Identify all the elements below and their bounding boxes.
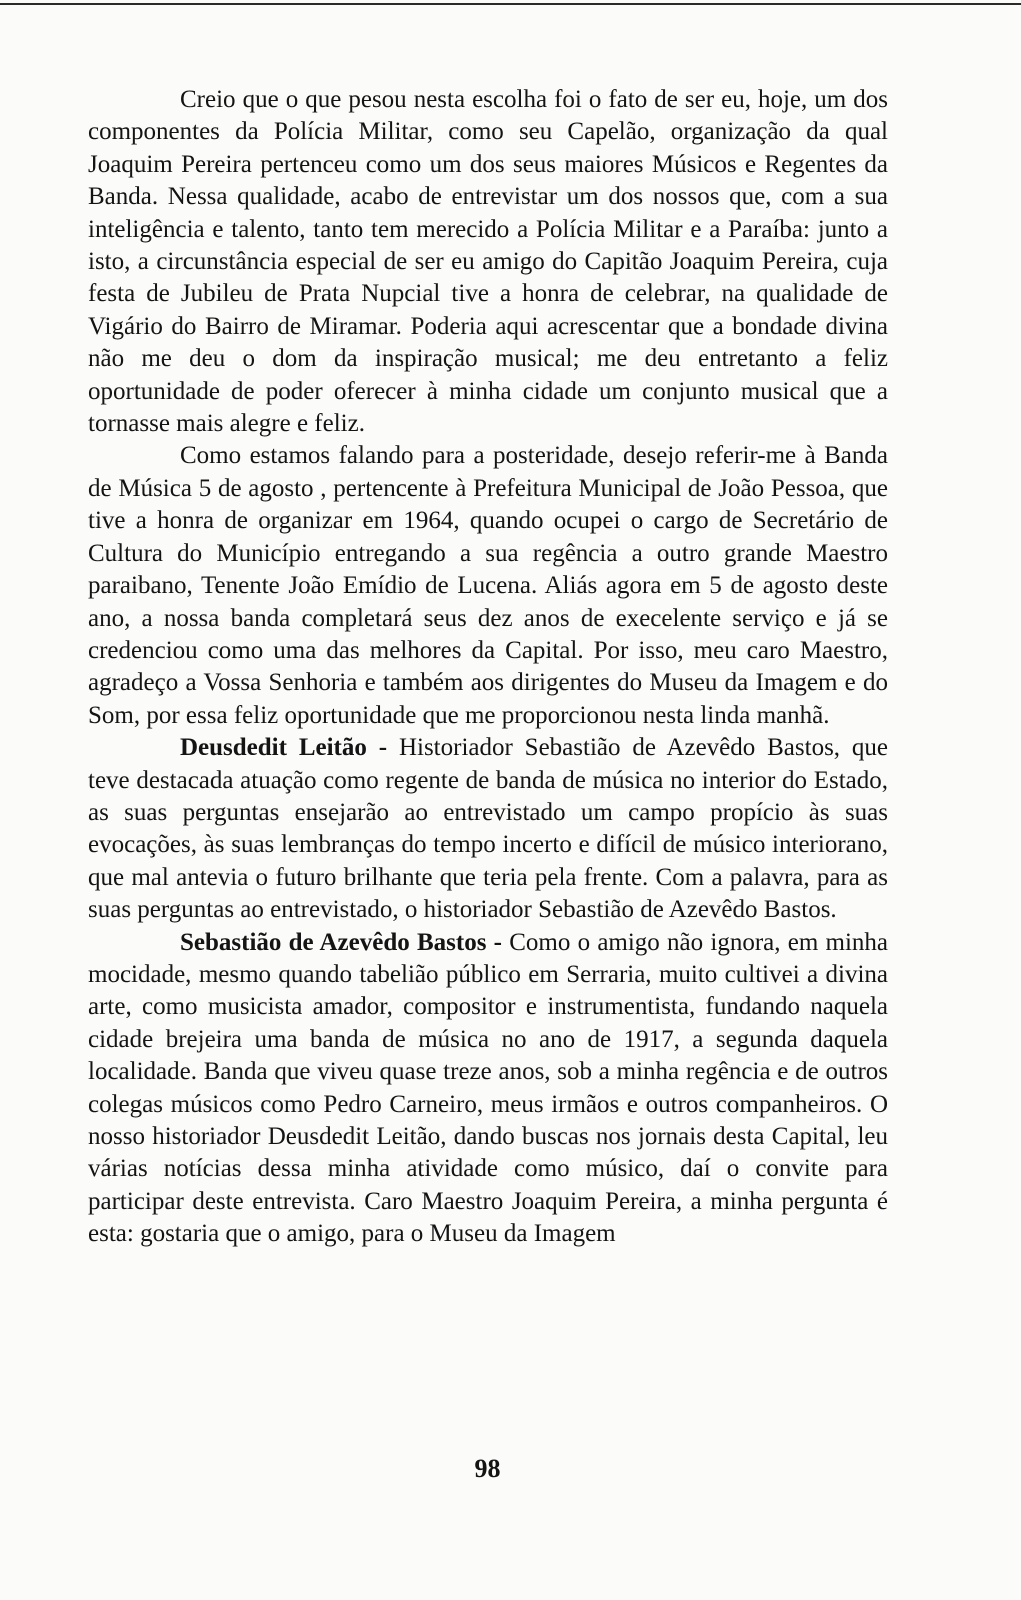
paragraph-1 xyxy=(88,84,888,440)
speaker-sebastiao-bastos: Sebastião de Azevêdo Bastos - xyxy=(180,928,502,956)
top-border-line xyxy=(0,3,1021,5)
paragraph-2 xyxy=(88,440,888,732)
paragraph-3-text: Historiador Sebastião de Azevêdo Bastos, que teve destacada atuação como regente de banda de música no interior do Estado, as suas perguntas ensejarão ao entrevistado um campo propício às suas evocações, às suas lembranças do tempo incerto e difícil de músico interiorano, que mal antevia o futuro brilhante que teria pela frente. Com a palavra, para as suas perguntas ao entrevistado, o historiador Sebastião de Azevêdo Bastos. xyxy=(88,734,889,924)
page-number: 98 xyxy=(474,1454,501,1483)
paragraph-4 xyxy=(88,927,888,1251)
speaker-deusdedit-leitao: Deusdedit Leitão - xyxy=(180,734,388,762)
paragraph-2-text: Como estamos falando para a posteridade, desejo referir-me à Banda de Música 5 de agosto , pertencente à Prefeitura Municipal de João Pessoa, que tive a honra de organizar em 1964, quando ocupei o cargo de Secretário de Cultura do Município entregando a sua regência a outro grande Maestro paraibano, Tenente João Emídio de Lucena. Aliás agora em 5 de agosto deste ano, a nossa banda completará seus dez anos de execelente serviço e já se credenciou como uma das melhores da Capital. Por isso, meu caro Maestro, agradeço a Vossa Senhoria e também aos dirigentes do Museu da Imagem e do Som, por essa feliz oportunidade que me proporcionou nesta linda manhã. xyxy=(88,442,888,729)
paragraph-3 xyxy=(88,732,888,926)
page-body xyxy=(88,84,888,1251)
paragraph-1-text: Creio que o que pesou nesta escolha foi o fato de ser eu, hoje, um dos componentes da Polícia Militar, como seu Capelão, organização da qual Joaquim Pereira pertenceu como um dos seus maiores Músicos e Regentes da Banda. Nessa qualidade, acabo de entrevistar um dos nossos que, com a sua inteligência e talento, tanto tem merecido a Polícia Militar e a Paraíba: junto a isto, a circunstância especial de ser eu amigo do Capitão Joaquim Pereira, cuja festa de Jubileu de Prata Nupcial tive a honra de celebrar, na qualidade de Vigário do Bairro de Miramar. Poderia aqui acrescentar que a bondade divina não me deu o dom da inspiração musical; me deu entretanto a feliz oportunidade de poder oferecer à minha cidade um conjunto musical que a tornasse mais alegre e feliz. xyxy=(88,86,888,438)
paragraph-4-text: Como o amigo não ignora, em minha mocidade, mesmo quando tabelião público em Serraria, muito cultivei a divina arte, como musicista amador, compositor e instrumentista, fundando naquela cidade brejeira uma banda de música no ano de 1917, a segunda daquela localidade. Banda que viveu quase treze anos, sob a minha regência e de outros colegas músicos como Pedro Carneiro, meus irmãos e outros companheiros. O nosso historiador Deusdedit Leitão, dando buscas nos jornais desta Capital, leu várias notícias dessa minha atividade como músico, daí o convite para participar deste entrevista. Caro Maestro Joaquim Pereira, a minha pergunta é esta: gostaria que o amigo, para o Museu da Imagem xyxy=(88,928,888,1248)
